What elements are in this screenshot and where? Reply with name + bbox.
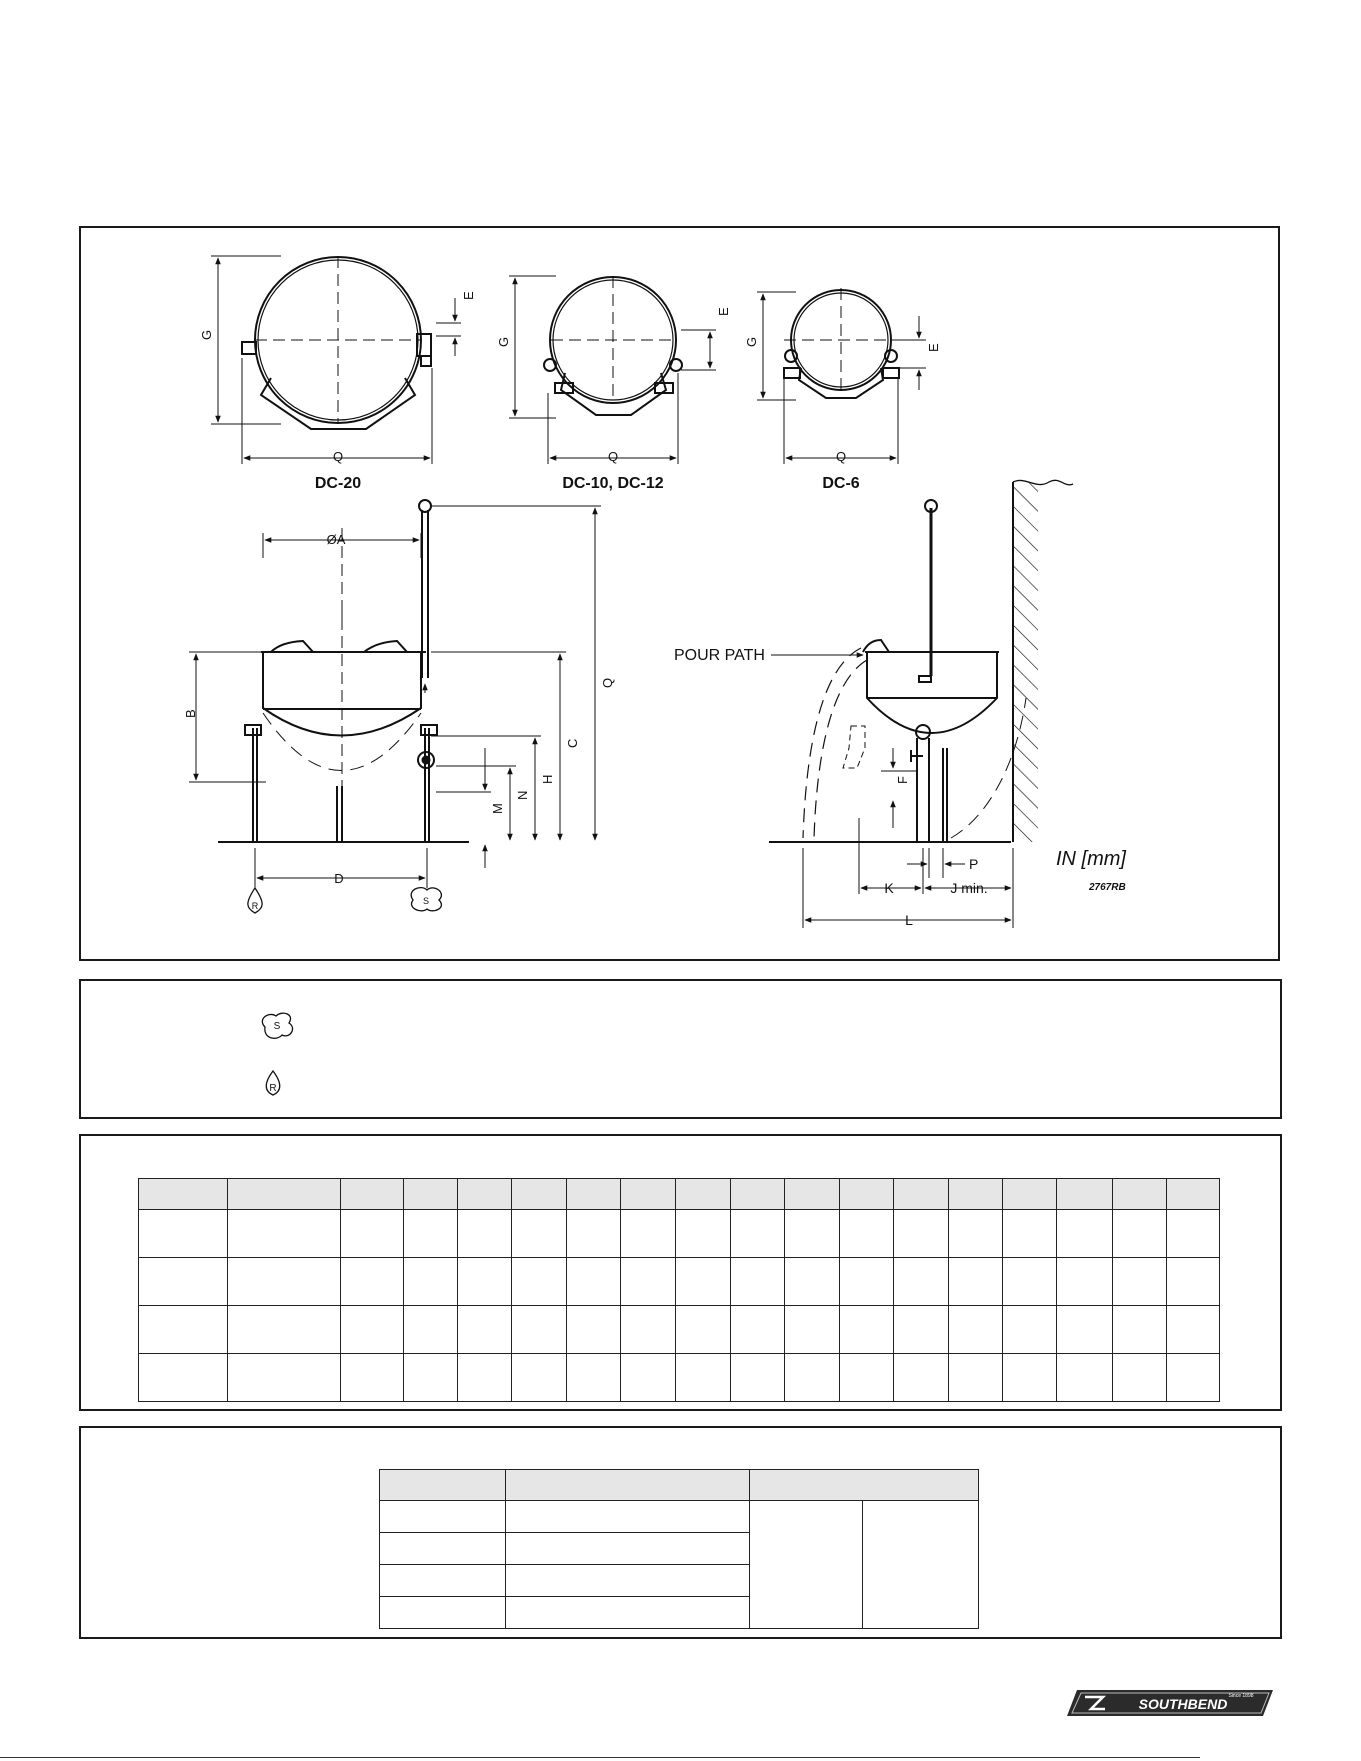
- return-drop-icon: [266, 1071, 280, 1095]
- utility-table: [379, 1469, 979, 1629]
- table-row: [139, 1306, 1220, 1354]
- dim-n: N: [515, 790, 530, 800]
- dim-g-dc6: G: [744, 336, 759, 347]
- dim-q-dc6: Q: [835, 449, 847, 464]
- dim-q-dc10: Q: [607, 449, 619, 464]
- steam-icon: [262, 1013, 292, 1038]
- utility-panel: [79, 1426, 1282, 1639]
- footer-rule: [0, 1757, 1200, 1758]
- table-row: [380, 1501, 979, 1533]
- caption-dc6: DC-6: [822, 475, 860, 492]
- dim-q-dc20: Q: [332, 449, 344, 464]
- drawing-number: 2767RB: [1089, 882, 1126, 893]
- dim-c: C: [565, 738, 580, 748]
- steam-icon-letter: S: [273, 1021, 281, 1032]
- dim-a: ØA: [326, 532, 346, 547]
- top-view-dc10-12: [509, 276, 716, 464]
- units-label: IN [mm]: [1056, 848, 1126, 870]
- front-elevation: [189, 500, 601, 913]
- dimensions-table: [138, 1178, 1220, 1402]
- dim-l: L: [905, 912, 913, 928]
- drawing-panel: [79, 226, 1280, 961]
- dim-h: H: [540, 774, 555, 784]
- return-symbol-letter: R: [251, 901, 259, 911]
- dim-e-dc20: E: [461, 291, 476, 300]
- dimensions-panel: [79, 1134, 1282, 1411]
- dimensions-header-row: [139, 1179, 1220, 1210]
- dim-f: F: [895, 776, 910, 784]
- dim-e-dc6: E: [926, 343, 941, 352]
- return-icon-letter: R: [269, 1083, 277, 1094]
- dim-p: P: [969, 856, 979, 872]
- steam-symbol-letter: S: [422, 896, 430, 906]
- logo-wordmark: SOUTHBEND: [1138, 1696, 1228, 1712]
- dim-d: D: [334, 871, 344, 886]
- table-row: [139, 1210, 1220, 1258]
- dim-m: M: [490, 803, 505, 814]
- dim-b: B: [183, 709, 198, 718]
- dim-g-dc20: G: [199, 329, 214, 340]
- dim-j: J min.: [950, 880, 988, 896]
- caption-dc20: DC-20: [314, 475, 362, 492]
- top-view-dc6: [757, 288, 926, 464]
- top-view-dc20: [211, 256, 461, 464]
- utility-header-row: [380, 1470, 979, 1501]
- logo-since: Since 1898: [1228, 1693, 1254, 1699]
- pour-path-label: POUR PATH: [674, 647, 765, 664]
- legend-icons: [81, 981, 1280, 1117]
- legend-panel: [79, 979, 1282, 1119]
- side-elevation: [769, 480, 1073, 928]
- southbend-logo: [1065, 1688, 1275, 1718]
- table-row: [139, 1354, 1220, 1402]
- dim-e-dc10: E: [716, 307, 731, 316]
- caption-dc10-12: DC-10, DC-12: [562, 475, 664, 492]
- dim-q-front: Q: [600, 677, 615, 688]
- table-row: [139, 1258, 1220, 1306]
- dim-g-dc10: G: [496, 336, 511, 347]
- kettle-technical-drawing: [81, 228, 1278, 959]
- dim-k: K: [884, 880, 894, 896]
